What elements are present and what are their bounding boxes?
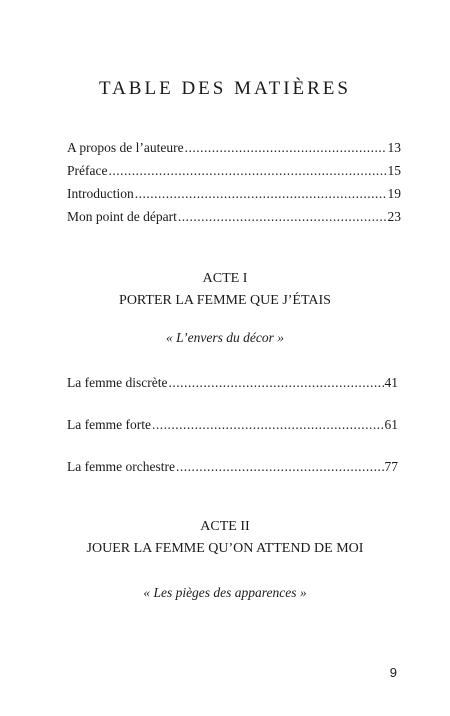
toc-entry-page: 61	[384, 417, 398, 432]
toc-entry-label: La femme discrète	[67, 375, 168, 390]
toc-entry	[67, 185, 401, 203]
toc-entry-label: Introduction	[67, 186, 134, 201]
act-title: JOUER LA FEMME QU’ON ATTEND DE MOI	[86, 541, 364, 556]
act-number: ACTE II	[200, 519, 250, 534]
toc-entry-label: La femme orchestre	[67, 459, 175, 474]
page-title: TABLE DES MATIÈRES	[99, 78, 351, 99]
toc-entry-page: 15	[387, 163, 401, 178]
act-title: PORTER LA FEMME QUE J’ÉTAIS	[119, 293, 331, 308]
dot-leader	[176, 458, 384, 476]
dot-leader	[178, 208, 387, 226]
act-subtitle: « Les pièges des apparences »	[143, 585, 307, 600]
page-number: 9	[389, 665, 397, 680]
toc-entry-page: 13	[387, 140, 401, 155]
toc-entry-page: 41	[384, 375, 398, 390]
toc-entry	[67, 162, 401, 180]
toc-entry-page: 77	[384, 459, 398, 474]
dot-leader	[152, 416, 384, 434]
dot-leader	[185, 139, 387, 157]
toc-entry	[67, 458, 398, 476]
toc-entry-page: 23	[387, 209, 401, 224]
dot-leader	[168, 374, 383, 392]
toc-entry-label: Mon point de départ	[67, 209, 177, 224]
toc-entry	[67, 208, 401, 226]
toc-entry	[67, 416, 398, 434]
toc-entry-page: 19	[387, 186, 401, 201]
toc-entry-label: A propos de l’auteure	[67, 140, 184, 155]
dot-leader	[108, 162, 386, 180]
toc-entry-label: La femme forte	[67, 417, 151, 432]
act-subtitle: « L’envers du décor »	[166, 330, 284, 345]
toc-entry-label: Préface	[67, 163, 108, 178]
toc-entry	[67, 139, 401, 157]
dot-leader	[135, 185, 387, 203]
act-number: ACTE I	[202, 271, 248, 286]
toc-entry	[67, 374, 398, 392]
